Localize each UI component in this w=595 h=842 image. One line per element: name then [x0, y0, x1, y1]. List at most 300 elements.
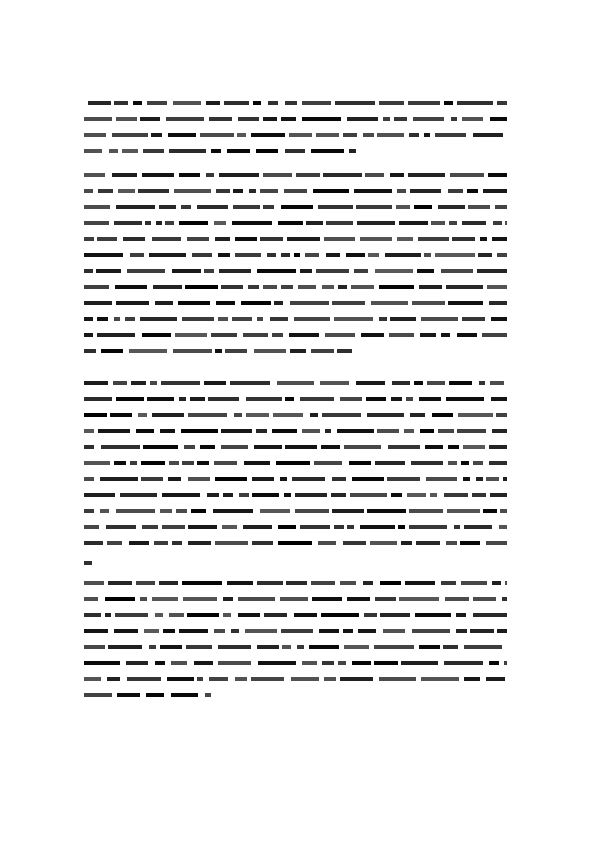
word-mark: [340, 397, 362, 401]
word-mark: [451, 117, 457, 121]
text-line: [84, 661, 507, 665]
word-mark: [389, 333, 414, 337]
word-mark: [107, 677, 120, 681]
word-mark: [263, 117, 277, 121]
word-mark: [258, 661, 296, 665]
word-mark: [490, 493, 507, 497]
text-line: [84, 117, 507, 121]
word-mark: [145, 221, 151, 225]
word-mark: [411, 461, 443, 465]
word-mark: [216, 189, 230, 193]
word-mark: [281, 629, 313, 633]
word-mark: [218, 661, 251, 665]
word-mark: [127, 677, 161, 681]
word-mark: [351, 285, 374, 289]
word-mark: [143, 445, 178, 449]
word-mark: [98, 189, 113, 193]
text-line: [84, 597, 507, 601]
word-mark: [84, 149, 102, 153]
word-mark: [206, 101, 220, 105]
text-line: [84, 349, 352, 353]
word-mark: [408, 173, 445, 177]
word-mark: [257, 581, 283, 585]
word-mark: [254, 349, 286, 353]
word-mark: [460, 541, 480, 545]
word-mark: [347, 117, 378, 121]
word-mark: [473, 461, 483, 465]
word-mark: [84, 349, 96, 353]
word-mark: [363, 581, 373, 585]
word-mark: [187, 613, 219, 617]
word-mark: [166, 117, 204, 121]
word-mark: [129, 349, 167, 353]
word-mark: [438, 429, 454, 433]
word-mark: [232, 221, 272, 225]
word-mark: [448, 189, 463, 193]
word-mark: [489, 461, 507, 465]
word-mark: [155, 301, 173, 305]
word-mark: [223, 597, 233, 601]
text-line: [84, 189, 507, 193]
word-mark: [155, 613, 163, 617]
word-mark: [206, 173, 214, 177]
text-line: [84, 285, 507, 289]
word-mark: [420, 429, 434, 433]
word-mark: [478, 253, 492, 257]
word-mark: [489, 445, 507, 449]
word-mark: [114, 629, 138, 633]
word-mark: [257, 645, 279, 649]
word-mark: [292, 477, 325, 481]
word-mark: [505, 581, 507, 585]
word-mark: [354, 269, 368, 273]
word-mark: [270, 317, 288, 321]
word-mark: [233, 205, 260, 209]
word-mark: [441, 333, 450, 337]
word-mark: [356, 381, 385, 385]
word-mark: [238, 597, 275, 601]
word-mark: [136, 581, 155, 585]
word-mark: [487, 285, 507, 289]
word-mark: [416, 541, 440, 545]
word-mark: [211, 149, 221, 153]
word-mark: [318, 205, 353, 209]
word-mark: [116, 509, 155, 513]
word-mark: [241, 301, 271, 305]
word-mark: [468, 205, 490, 209]
word-mark: [227, 149, 250, 153]
word-mark: [280, 597, 308, 601]
word-mark: [154, 541, 168, 545]
word-mark: [291, 677, 319, 681]
word-mark: [140, 317, 177, 321]
word-mark: [84, 301, 112, 305]
word-mark: [219, 173, 259, 177]
word-mark: [245, 629, 277, 633]
word-mark: [169, 461, 179, 465]
word-mark: [216, 301, 235, 305]
word-mark: [346, 253, 365, 257]
text-line: [84, 317, 507, 321]
word-mark: [225, 349, 247, 353]
word-mark: [343, 133, 357, 137]
word-mark: [497, 253, 507, 257]
word-mark: [281, 117, 296, 121]
word-mark: [218, 253, 230, 257]
word-mark: [249, 189, 256, 193]
word-mark: [356, 205, 392, 209]
word-mark: [155, 661, 165, 665]
word-mark: [489, 661, 499, 665]
word-mark: [444, 101, 453, 105]
word-mark: [181, 429, 218, 433]
word-mark: [496, 413, 507, 417]
text-line: [84, 509, 507, 513]
text-line: [84, 205, 507, 209]
word-mark: [84, 205, 110, 209]
word-mark: [387, 477, 420, 481]
word-mark: [417, 269, 434, 273]
word-mark: [435, 253, 475, 257]
word-mark: [448, 445, 459, 449]
word-mark: [264, 613, 287, 617]
word-mark: [171, 693, 198, 697]
word-mark: [332, 477, 346, 481]
word-mark: [179, 397, 186, 401]
word-mark: [479, 381, 485, 385]
word-mark: [152, 413, 184, 417]
word-mark: [323, 173, 362, 177]
word-mark: [412, 301, 445, 305]
word-mark: [358, 629, 376, 633]
word-mark: [215, 477, 247, 481]
word-mark: [332, 301, 365, 305]
word-mark: [260, 509, 290, 513]
word-mark: [205, 693, 211, 697]
word-mark: [114, 101, 128, 105]
word-mark: [156, 221, 162, 225]
word-mark: [349, 461, 371, 465]
word-mark: [218, 645, 251, 649]
word-mark: [118, 189, 135, 193]
word-mark: [480, 237, 487, 241]
word-mark: [223, 613, 231, 617]
word-mark: [138, 189, 169, 193]
word-mark: [375, 461, 405, 465]
word-mark: [138, 413, 147, 417]
word-mark: [112, 173, 137, 177]
word-mark: [377, 133, 404, 137]
word-mark: [286, 581, 307, 585]
word-mark: [153, 285, 182, 289]
word-mark: [497, 101, 507, 105]
word-mark: [233, 189, 243, 193]
word-mark: [243, 525, 272, 529]
word-mark: [318, 541, 336, 545]
word-mark: [197, 461, 209, 465]
word-mark: [84, 333, 93, 337]
word-mark: [278, 525, 296, 529]
word-mark: [505, 221, 507, 225]
word-mark: [171, 661, 187, 665]
word-mark: [391, 493, 402, 497]
word-mark: [340, 581, 356, 585]
word-mark: [152, 597, 178, 601]
text-line: [84, 445, 507, 449]
word-mark: [322, 413, 361, 417]
word-mark: [97, 317, 108, 321]
word-mark: [204, 381, 226, 385]
word-mark: [253, 101, 261, 105]
word-mark: [123, 237, 145, 241]
word-mark: [295, 493, 327, 497]
word-mark: [186, 645, 212, 649]
word-mark: [179, 173, 200, 177]
word-mark: [294, 317, 330, 321]
word-mark: [215, 349, 222, 353]
word-mark: [140, 597, 147, 601]
word-mark: [172, 541, 182, 545]
word-mark: [495, 205, 507, 209]
word-mark: [399, 597, 439, 601]
word-mark: [462, 221, 486, 225]
word-mark: [375, 269, 413, 273]
word-mark: [96, 269, 121, 273]
word-mark: [223, 493, 233, 497]
word-mark: [492, 237, 507, 241]
word-mark: [267, 253, 276, 257]
word-mark: [84, 661, 120, 665]
word-mark: [503, 477, 507, 481]
word-mark: [142, 173, 174, 177]
word-mark: [409, 133, 419, 137]
word-mark: [343, 541, 366, 545]
word-mark: [211, 333, 237, 337]
word-mark: [396, 205, 410, 209]
word-mark: [492, 429, 507, 433]
word-mark: [278, 541, 312, 545]
word-mark: [84, 173, 105, 177]
word-mark: [221, 285, 243, 289]
word-mark: [234, 413, 242, 417]
word-mark: [218, 317, 228, 321]
text-line: [84, 133, 507, 137]
word-mark: [446, 285, 483, 289]
word-mark: [84, 117, 112, 121]
word-mark: [141, 477, 163, 481]
word-mark: [114, 317, 120, 321]
word-mark: [260, 189, 278, 193]
word-mark: [352, 661, 371, 665]
word-mark: [335, 101, 375, 105]
word-mark: [486, 677, 505, 681]
word-mark: [149, 645, 156, 649]
word-mark: [84, 645, 105, 649]
text-line: [84, 429, 507, 433]
word-mark: [209, 677, 228, 681]
word-mark: [131, 381, 146, 385]
word-mark: [130, 461, 137, 465]
word-mark: [325, 333, 355, 337]
word-mark: [127, 269, 165, 273]
word-mark: [182, 581, 222, 585]
word-mark: [401, 661, 438, 665]
word-mark: [379, 317, 387, 321]
word-mark: [125, 317, 135, 321]
text-line: [84, 221, 507, 225]
word-mark: [110, 413, 132, 417]
word-mark: [305, 253, 319, 257]
word-mark: [302, 661, 317, 665]
word-mark: [464, 525, 492, 529]
word-mark: [237, 133, 246, 137]
word-mark: [144, 629, 159, 633]
word-mark: [491, 317, 507, 321]
word-mark: [152, 237, 181, 241]
word-mark: [174, 189, 211, 193]
word-mark: [473, 133, 503, 137]
word-mark: [374, 661, 398, 665]
word-mark: [383, 629, 405, 633]
word-mark: [159, 581, 178, 585]
word-mark: [147, 397, 174, 401]
word-mark: [332, 509, 364, 513]
word-mark: [188, 477, 210, 481]
word-mark: [324, 677, 336, 681]
word-mark: [419, 285, 442, 289]
word-mark: [497, 629, 507, 633]
word-mark: [84, 269, 93, 273]
text-line: [84, 629, 507, 633]
word-mark: [470, 629, 494, 633]
word-mark: [486, 541, 507, 545]
word-mark: [252, 493, 279, 497]
text-line: [84, 525, 507, 529]
word-mark: [352, 477, 384, 481]
word-mark: [214, 461, 237, 465]
word-mark: [321, 445, 340, 449]
word-mark: [88, 101, 111, 105]
text-line: [84, 381, 507, 385]
word-mark: [116, 205, 155, 209]
word-mark: [105, 613, 111, 617]
word-mark: [276, 461, 310, 465]
word-mark: [192, 253, 212, 257]
word-mark: [169, 149, 206, 153]
word-mark: [365, 173, 384, 177]
word-mark: [167, 677, 194, 681]
word-mark: [296, 173, 320, 177]
word-mark: [289, 333, 319, 337]
word-mark: [101, 445, 140, 449]
word-mark: [246, 413, 269, 417]
word-mark: [300, 525, 330, 529]
word-mark: [84, 477, 94, 481]
word-mark: [325, 429, 331, 433]
word-mark: [392, 381, 410, 385]
word-mark: [84, 677, 101, 681]
word-mark: [126, 661, 148, 665]
word-mark: [444, 661, 483, 665]
word-mark: [473, 597, 496, 601]
word-mark: [173, 349, 212, 353]
word-mark: [120, 493, 157, 497]
word-mark: [414, 381, 423, 385]
word-mark: [462, 317, 485, 321]
word-mark: [243, 333, 268, 337]
word-mark: [143, 149, 164, 153]
word-mark: [84, 509, 94, 513]
word-mark: [169, 613, 184, 617]
word-mark: [409, 509, 443, 513]
word-mark: [147, 101, 167, 105]
word-mark: [84, 429, 94, 433]
word-mark: [84, 597, 98, 601]
text-line: [84, 333, 507, 337]
word-mark: [410, 189, 441, 193]
word-mark: [161, 381, 200, 385]
word-mark: [256, 149, 278, 153]
word-mark: [281, 285, 293, 289]
word-mark: [221, 429, 252, 433]
word-mark: [456, 629, 467, 633]
word-mark: [489, 301, 507, 305]
word-mark: [263, 285, 277, 289]
word-mark: [278, 221, 303, 225]
word-mark: [449, 221, 457, 225]
word-mark: [263, 173, 292, 177]
word-mark: [320, 381, 349, 385]
word-mark: [414, 205, 432, 209]
word-mark: [367, 413, 404, 417]
word-mark: [319, 629, 339, 633]
word-mark: [363, 133, 374, 137]
word-mark: [361, 333, 384, 337]
word-mark: [100, 477, 138, 481]
word-mark: [235, 237, 257, 241]
word-mark: [194, 661, 213, 665]
word-mark: [360, 237, 392, 241]
text-line: [84, 413, 507, 417]
word-mark: [324, 237, 355, 241]
word-mark: [360, 525, 395, 529]
word-mark: [251, 677, 284, 681]
word-mark: [114, 461, 126, 465]
word-mark: [235, 677, 247, 681]
word-mark: [379, 101, 404, 105]
word-mark: [457, 429, 486, 433]
word-mark: [213, 509, 253, 513]
word-mark: [163, 629, 175, 633]
word-mark: [424, 133, 430, 137]
word-mark: [379, 677, 416, 681]
word-mark: [84, 133, 106, 137]
word-mark: [204, 269, 214, 273]
word-mark: [140, 117, 160, 121]
text-line: [84, 301, 507, 305]
word-mark: [84, 581, 104, 585]
word-mark: [297, 645, 304, 649]
word-mark: [257, 269, 296, 273]
text-line: [84, 693, 211, 697]
word-mark: [309, 645, 339, 649]
word-mark: [409, 525, 447, 529]
word-mark: [84, 629, 108, 633]
word-mark: [504, 661, 507, 665]
word-mark: [366, 397, 386, 401]
word-mark: [383, 117, 390, 121]
word-mark: [277, 381, 314, 385]
